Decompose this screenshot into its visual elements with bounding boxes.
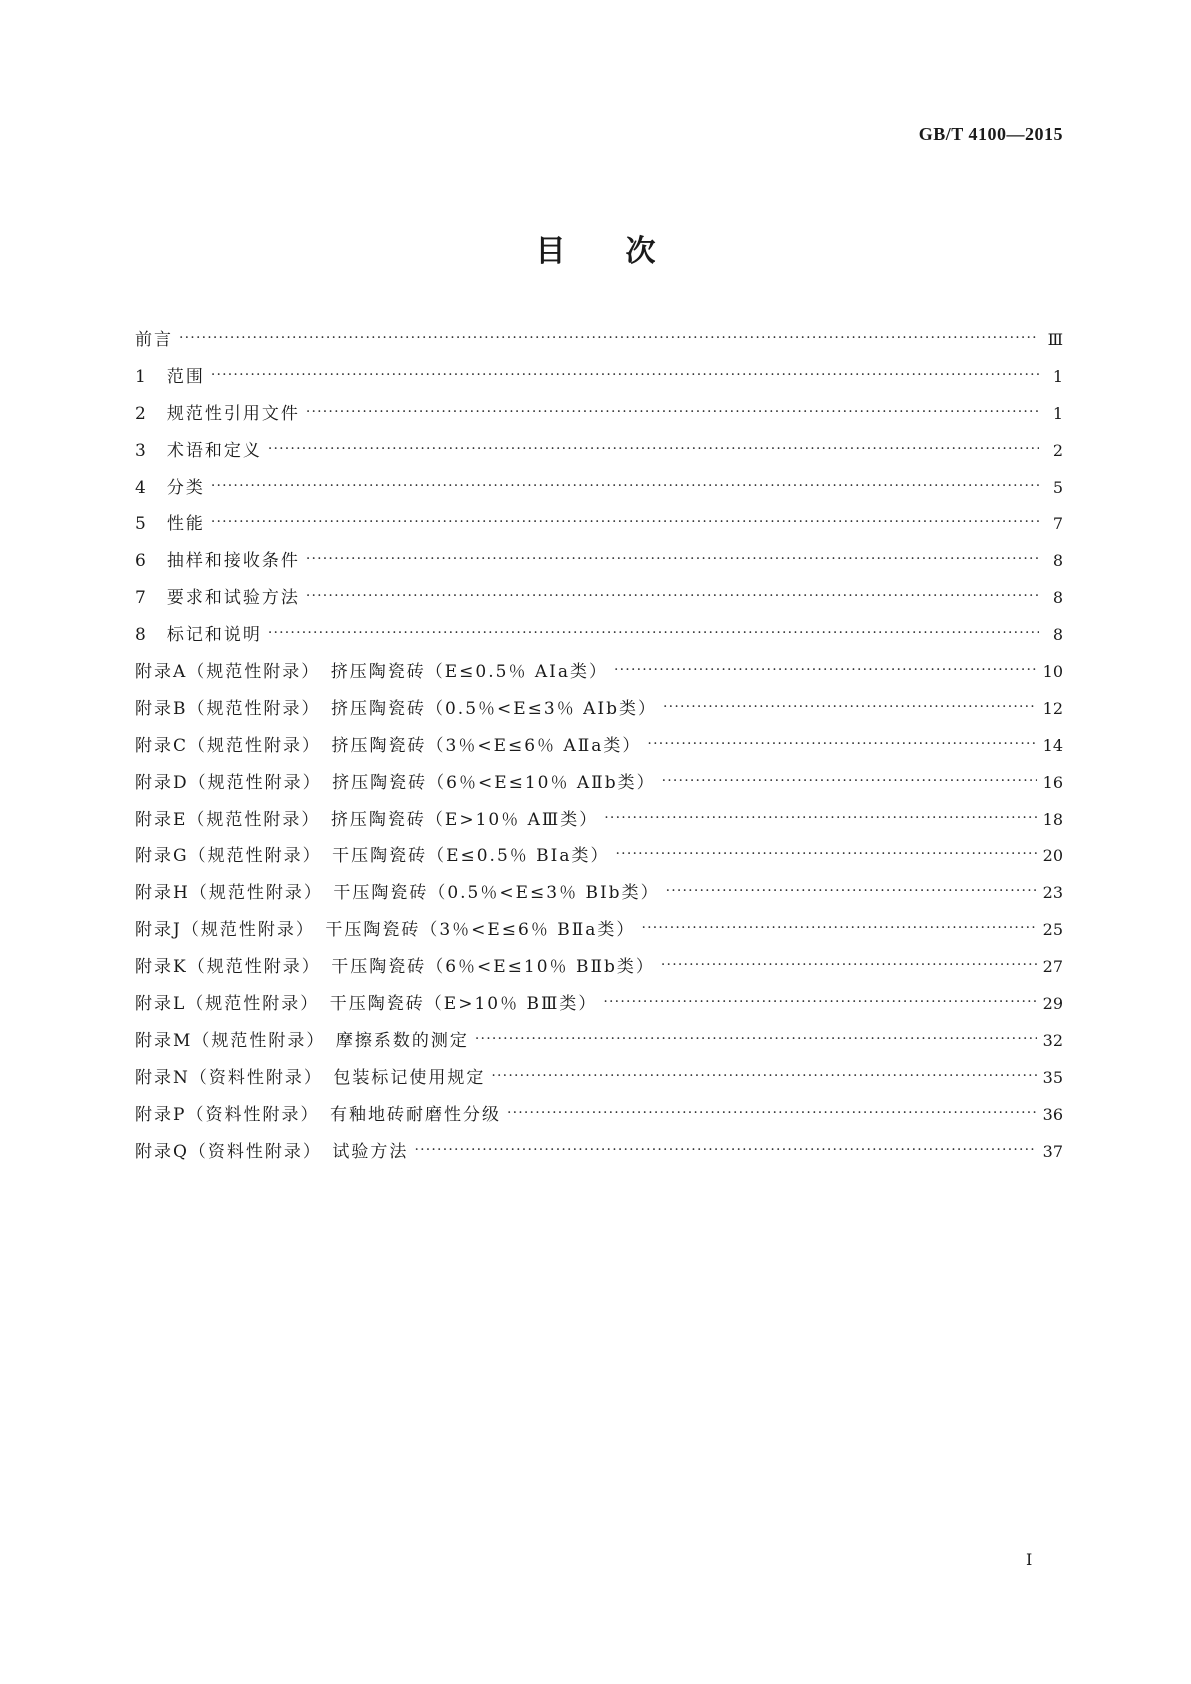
toc-entry-foreword[interactable] — [135, 325, 1063, 362]
dot-leader — [414, 1140, 1036, 1157]
toc-entry-annex-n[interactable] — [135, 1063, 1063, 1100]
toc-entry-page: 5 — [1052, 477, 1063, 497]
toc-entry-annex-h[interactable] — [135, 878, 1063, 915]
dot-leader — [662, 771, 1037, 788]
toc-entry-page: 27 — [1042, 957, 1063, 977]
toc-entry-annex-l[interactable] — [135, 989, 1063, 1026]
toc-entry-page: 35 — [1042, 1067, 1063, 1087]
toc-entry-annex-m[interactable] — [135, 1026, 1063, 1063]
dot-leader — [211, 476, 1039, 493]
dot-leader — [306, 549, 1039, 566]
toc-entry-page: 10 — [1042, 662, 1063, 682]
toc-entry-label: 附录B（规范性附录） 挤压陶瓷砖（0.5％<E≤3％ AⅠb类） — [135, 698, 658, 719]
dot-leader — [491, 1066, 1036, 1083]
dot-leader — [306, 402, 1039, 419]
toc-entry-page: 25 — [1042, 920, 1063, 940]
dot-leader — [211, 512, 1039, 529]
toc-entry-page: 18 — [1042, 809, 1063, 829]
toc-entry-page: 12 — [1042, 698, 1063, 718]
toc-entry-2[interactable] — [135, 399, 1063, 436]
toc-entry-annex-a[interactable] — [135, 657, 1063, 694]
toc-entry-label: 附录P（资料性附录） 有釉地砖耐磨性分级 — [135, 1104, 501, 1125]
toc-entry-annex-j[interactable] — [135, 915, 1063, 952]
toc-entry-page: 37 — [1042, 1141, 1063, 1161]
dot-leader — [666, 881, 1037, 898]
toc-entry-page: 7 — [1052, 514, 1063, 534]
toc-entry-6[interactable] — [135, 546, 1063, 583]
dot-leader — [616, 844, 1037, 861]
toc-entry-page: Ⅲ — [1047, 330, 1063, 349]
toc-entry-label: 4 分类 — [135, 477, 205, 498]
toc-entry-5[interactable] — [135, 509, 1063, 546]
toc-entry-annex-g[interactable] — [135, 841, 1063, 878]
toc-entry-annex-b[interactable] — [135, 694, 1063, 731]
toc-entry-label: 8 标记和说明 — [135, 625, 262, 646]
dot-leader — [268, 623, 1039, 640]
toc-entry-page: 23 — [1042, 883, 1063, 903]
toc-entry-page: 36 — [1042, 1104, 1063, 1124]
toc-entry-label: 附录H（规范性附录） 干压陶瓷砖（0.5％<E≤3％ BⅠb类） — [135, 883, 660, 904]
dot-leader — [604, 808, 1036, 825]
toc-entry-7[interactable] — [135, 583, 1063, 620]
dot-leader — [306, 586, 1039, 603]
toc-entry-annex-k[interactable] — [135, 952, 1063, 989]
toc-entry-4[interactable] — [135, 473, 1063, 510]
toc-entry-page: 20 — [1042, 846, 1063, 866]
toc-entry-8[interactable] — [135, 620, 1063, 657]
dot-leader — [614, 660, 1037, 677]
dot-leader — [179, 328, 1039, 345]
toc-entry-label: 5 性能 — [135, 514, 205, 535]
toc-entry-1[interactable] — [135, 362, 1063, 399]
standard-code: GB/T 4100—2015 — [918, 124, 1063, 144]
dot-leader — [268, 439, 1039, 456]
dot-leader — [211, 365, 1039, 382]
toc-entry-annex-p[interactable] — [135, 1100, 1063, 1137]
dot-leader — [603, 992, 1036, 1009]
toc-entry-label: 附录J（规范性附录） 干压陶瓷砖（3％<E≤6％ BⅡa类） — [135, 920, 636, 941]
toc-entry-label: 3 术语和定义 — [135, 440, 262, 461]
toc-entry-label: 1 范围 — [135, 366, 205, 387]
toc-entry-label: 附录D（规范性附录） 挤压陶瓷砖（6％<E≤10％ AⅡb类） — [135, 772, 656, 793]
toc-entry-annex-d[interactable] — [135, 768, 1063, 805]
toc-entry-label: 6 抽样和接收条件 — [135, 551, 300, 572]
toc-entry-label: 7 要求和试验方法 — [135, 588, 300, 609]
toc-entry-page: 1 — [1052, 403, 1063, 423]
toc-entry-3[interactable] — [135, 436, 1063, 473]
dot-leader — [647, 734, 1036, 751]
toc-entry-label: 附录A（规范性附录） 挤压陶瓷砖（E≤0.5％ AⅠa类） — [135, 662, 608, 683]
dot-leader — [475, 1029, 1037, 1046]
toc-entry-label: 附录L（规范性附录） 干压陶瓷砖（E>10％ BⅢ类） — [135, 994, 598, 1015]
toc-entry-page: 8 — [1052, 588, 1063, 608]
toc-entry-label: 附录M（规范性附录） 摩擦系数的测定 — [135, 1030, 469, 1051]
toc-entry-page: 16 — [1042, 772, 1063, 792]
dot-leader — [507, 1103, 1037, 1120]
dot-leader — [663, 697, 1037, 714]
toc-entry-page: 29 — [1042, 994, 1063, 1014]
page-title: 目次 — [535, 234, 716, 269]
toc-entry-label: 附录G（规范性附录） 干压陶瓷砖（E≤0.5％ BⅠa类） — [135, 846, 610, 867]
toc-entry-page: 8 — [1052, 625, 1063, 645]
table-of-contents — [135, 325, 1063, 1173]
toc-entry-label: 附录E（规范性附录） 挤压陶瓷砖（E>10％ AⅢ类） — [135, 809, 599, 830]
toc-entry-label: 附录K（规范性附录） 干压陶瓷砖（6％<E≤10％ BⅡb类） — [135, 957, 655, 978]
toc-entry-page: 8 — [1052, 551, 1063, 571]
toc-entry-label: 前言 — [135, 330, 173, 350]
toc-entry-page: 14 — [1042, 735, 1063, 755]
toc-entry-label: 附录N（资料性附录） 包装标记使用规定 — [135, 1067, 486, 1088]
dot-leader — [641, 918, 1036, 935]
toc-entry-page: 1 — [1052, 366, 1063, 386]
toc-entry-annex-e[interactable] — [135, 805, 1063, 842]
page-number: Ⅰ — [1026, 1550, 1033, 1569]
toc-entry-annex-c[interactable] — [135, 731, 1063, 768]
toc-entry-page: 2 — [1052, 440, 1063, 460]
toc-entry-label: 附录Q（资料性附录） 试验方法 — [135, 1141, 409, 1162]
toc-entry-annex-q[interactable] — [135, 1137, 1063, 1174]
toc-entry-label: 2 规范性引用文件 — [135, 403, 300, 424]
toc-entry-label: 附录C（规范性附录） 挤压陶瓷砖（3％<E≤6％ AⅡa类） — [135, 735, 642, 756]
dot-leader — [661, 955, 1037, 972]
toc-entry-page: 32 — [1042, 1030, 1063, 1050]
